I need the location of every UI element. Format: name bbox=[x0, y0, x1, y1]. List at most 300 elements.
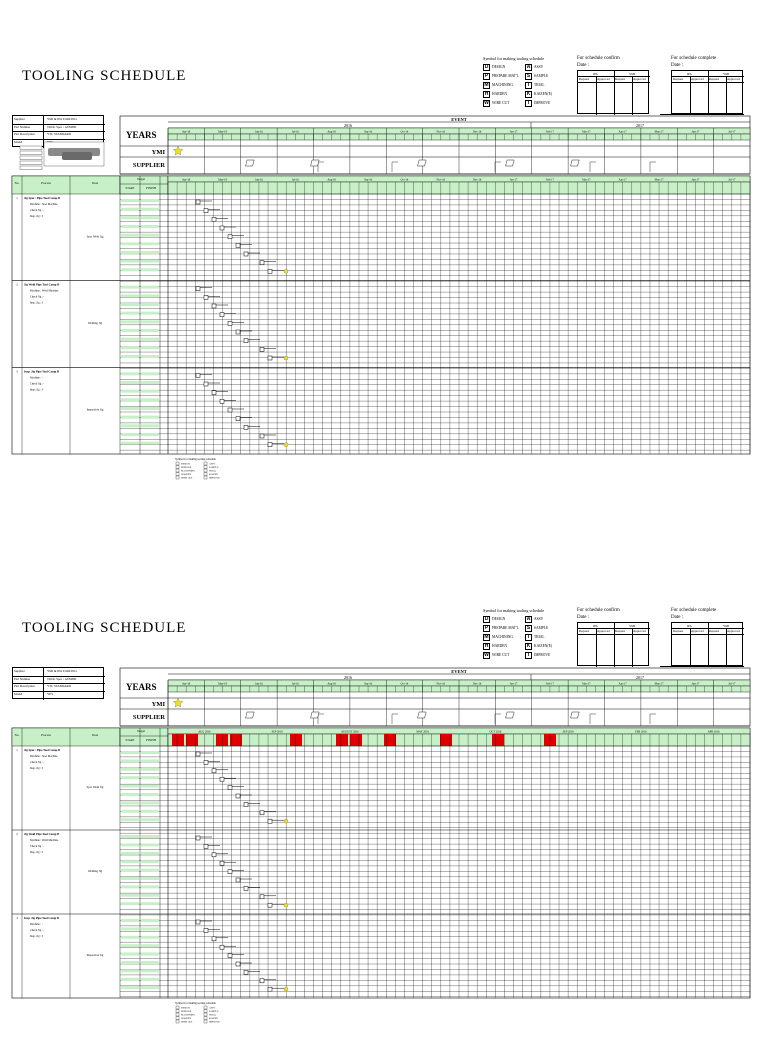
target-finish-cell bbox=[141, 312, 159, 315]
legend-label: SAMPLE bbox=[534, 74, 549, 78]
target-finish-cell bbox=[141, 433, 159, 436]
task-start-marker bbox=[236, 962, 240, 966]
month-label: Oct-16 bbox=[400, 682, 409, 686]
target-finish-cell bbox=[141, 894, 159, 897]
task-start-marker bbox=[260, 261, 264, 265]
group-sub: Machine : Weld Machine bbox=[30, 839, 59, 842]
target-start-cell bbox=[121, 320, 139, 323]
table-header-bg bbox=[12, 728, 120, 746]
group-sub: Insp. Jig : 3 bbox=[30, 767, 44, 770]
milestone-flag-icon bbox=[311, 160, 320, 166]
group-sub: Check Jig : - bbox=[30, 382, 45, 386]
table-header-bg bbox=[12, 176, 120, 194]
target-start-cell bbox=[121, 286, 139, 289]
footer-legend-label: IMPROVE bbox=[209, 1020, 220, 1024]
group-no: 1 bbox=[16, 196, 18, 200]
task-start-marker bbox=[212, 217, 216, 221]
target-start-cell bbox=[121, 407, 139, 410]
legend-letter: H bbox=[484, 643, 489, 649]
group-no: 2 bbox=[16, 832, 18, 836]
target-start-cell bbox=[121, 944, 139, 947]
target-finish-cell bbox=[141, 936, 159, 939]
info-label: Part Number bbox=[14, 124, 31, 129]
page-title: TOOLING SCHEDULE bbox=[22, 620, 187, 636]
target-finish-cell bbox=[141, 390, 159, 393]
col-start-header: START bbox=[125, 186, 135, 190]
task-start-marker bbox=[244, 252, 248, 256]
task-start-marker bbox=[212, 769, 216, 773]
photo-label-box bbox=[20, 166, 42, 170]
task-start-marker bbox=[236, 417, 240, 421]
target-finish-cell bbox=[141, 953, 159, 956]
col-finish-header: FINISH bbox=[146, 186, 156, 190]
target-finish-cell bbox=[141, 372, 159, 375]
confirm-col-label: Approved bbox=[597, 629, 610, 633]
target-start-cell bbox=[121, 303, 139, 306]
table-month-label: May-16 bbox=[218, 178, 227, 182]
group-data: Inspection Jig bbox=[86, 407, 104, 412]
footer-legend-box bbox=[204, 1013, 207, 1016]
legend-letter: H bbox=[484, 91, 489, 97]
legend-letter: S bbox=[526, 625, 531, 631]
footer-legend-box bbox=[204, 1020, 207, 1023]
task-start-marker bbox=[268, 356, 272, 360]
target-start-cell bbox=[121, 852, 139, 855]
legend-letter: T bbox=[526, 634, 531, 640]
footer-legend-label: WIRE CUT bbox=[181, 476, 193, 480]
month-label: Jul-16 bbox=[291, 130, 299, 134]
legend-label: HARDEN bbox=[492, 644, 507, 648]
task-start-marker bbox=[196, 287, 200, 291]
complete-group: IPA bbox=[687, 624, 692, 628]
target-start-cell bbox=[121, 818, 139, 821]
footer-legend-box bbox=[176, 1013, 179, 1016]
task-start-marker bbox=[260, 347, 264, 351]
legend-letter: A bbox=[526, 64, 531, 70]
complete-title: For schedule complete bbox=[671, 56, 717, 61]
milestone-flag-icon bbox=[506, 160, 515, 166]
target-start-cell bbox=[121, 759, 139, 762]
group-sub: Check Jig : - bbox=[30, 761, 45, 764]
target-finish-cell bbox=[141, 751, 159, 754]
target-start-cell bbox=[121, 869, 139, 872]
target-start-cell bbox=[121, 810, 139, 813]
target-start-cell bbox=[121, 355, 139, 358]
task-start-marker bbox=[212, 853, 216, 857]
group-sub: Check Jig : - bbox=[30, 295, 45, 299]
footer-legend-box bbox=[204, 1017, 207, 1020]
target-finish-cell bbox=[141, 234, 159, 237]
target-finish-cell bbox=[141, 776, 159, 779]
month-label: Apr-17 bbox=[618, 130, 627, 134]
target-start-cell bbox=[121, 294, 139, 297]
table-month-label: Jun-16 bbox=[255, 178, 263, 182]
target-start-cell bbox=[121, 442, 139, 445]
month-label: Aug-16 bbox=[327, 682, 336, 686]
task-start-marker bbox=[268, 443, 272, 447]
month-label: Oct-16 bbox=[400, 130, 409, 134]
holiday-cell bbox=[290, 734, 302, 746]
group-sub: Check Jig : - bbox=[30, 929, 45, 932]
month-label: Apr-17 bbox=[618, 682, 627, 686]
complete-col-label: Request bbox=[709, 77, 720, 81]
footer-legend-label: KAIZEN bbox=[209, 473, 218, 477]
month-label: Mar-17 bbox=[582, 130, 591, 134]
table-month-label: APR 2016 bbox=[707, 730, 720, 734]
target-finish-cell bbox=[141, 346, 159, 349]
footer-legend-box bbox=[176, 1017, 179, 1020]
month-label: Sep-16 bbox=[364, 682, 373, 686]
confirm-group: IPA bbox=[593, 624, 598, 628]
target-finish-cell bbox=[141, 852, 159, 855]
table-month-label: MAY 2016 bbox=[416, 730, 429, 734]
year-2016: 2016 bbox=[344, 123, 352, 128]
photo-label-box bbox=[20, 146, 42, 150]
footer-legend-box bbox=[176, 469, 179, 472]
info-value: YMI & IPA TOOLING bbox=[47, 117, 77, 121]
target-finish-cell bbox=[141, 986, 159, 989]
col-no-header: No. bbox=[14, 733, 20, 737]
confirm-group: YMI bbox=[629, 72, 636, 76]
table-month-label: Aug-16 bbox=[327, 178, 336, 182]
table-month-label: Jul-16 bbox=[291, 178, 299, 182]
col-no-header: No. bbox=[14, 181, 20, 185]
legend-label: HARDEN bbox=[492, 92, 507, 96]
task-start-marker bbox=[268, 269, 272, 273]
task-start-marker bbox=[212, 304, 216, 308]
group-name: Jig Spot / Pipe Tool Comp B bbox=[24, 196, 61, 200]
footer-legend-box bbox=[204, 466, 207, 469]
confirm-col-label: Request bbox=[579, 77, 590, 81]
footer-legend-box bbox=[204, 473, 207, 476]
month-label: Jun-17 bbox=[691, 682, 700, 686]
target-finish-cell bbox=[141, 785, 159, 788]
target-start-cell bbox=[121, 843, 139, 846]
table-month-label: SEP 2016 bbox=[271, 730, 283, 734]
table-month-label: Apr-17 bbox=[618, 178, 627, 182]
target-finish-cell bbox=[141, 869, 159, 872]
table-month-label: Mar-17 bbox=[582, 178, 591, 182]
month-label: May-16 bbox=[218, 682, 227, 686]
target-finish-cell bbox=[141, 424, 159, 427]
target-finish-cell bbox=[141, 902, 159, 905]
target-finish-cell bbox=[141, 843, 159, 846]
confirm-col-label: Request bbox=[579, 629, 590, 633]
footer-legend-box bbox=[176, 1020, 179, 1023]
info-value: TOOL Spec / GEMINI bbox=[47, 124, 77, 129]
month-label: Apr-16 bbox=[182, 682, 191, 686]
target-start-cell bbox=[121, 751, 139, 754]
info-label: Model bbox=[14, 140, 23, 145]
schedule-sheet-1 bbox=[0, 0, 768, 512]
footer-legend-title: Symbol for making tooling schedule bbox=[175, 1002, 216, 1005]
target-finish-cell bbox=[141, 944, 159, 947]
schedule-grid bbox=[0, 0, 768, 512]
target-start-cell bbox=[121, 381, 139, 384]
month-label: Aug-16 bbox=[327, 130, 336, 134]
task-start-marker bbox=[228, 321, 232, 325]
group-sub: Machine : - bbox=[30, 923, 43, 926]
task-end-icon bbox=[284, 987, 288, 991]
holiday-cell bbox=[216, 734, 228, 746]
target-finish-cell bbox=[141, 338, 159, 341]
holiday-cell bbox=[492, 734, 504, 746]
target-finish-cell bbox=[141, 793, 159, 796]
target-finish-cell bbox=[141, 978, 159, 981]
milestone-flag-icon bbox=[418, 160, 427, 166]
target-finish-cell bbox=[141, 242, 159, 245]
years-label: YEARS bbox=[126, 682, 157, 692]
target-finish-cell bbox=[141, 818, 159, 821]
table-month-label: Sep-16 bbox=[364, 178, 373, 182]
legend-letter: A bbox=[526, 616, 531, 622]
task-start-marker bbox=[268, 819, 272, 823]
target-start-cell bbox=[121, 338, 139, 341]
task-start-marker bbox=[268, 987, 272, 991]
confirm-date: Date : bbox=[577, 63, 590, 68]
group-data: Inspection Jig bbox=[86, 953, 104, 957]
footer-legend-label: MACHINING bbox=[181, 1013, 195, 1017]
footer-legend-label: DESIGN bbox=[181, 462, 190, 466]
part-photo bbox=[62, 152, 92, 160]
legend-label: ASSY bbox=[534, 617, 544, 621]
photo-label-box bbox=[20, 151, 42, 155]
task-start-marker bbox=[236, 330, 240, 334]
target-start-cell bbox=[121, 969, 139, 972]
group-sub: Insp. Jig : 3 bbox=[30, 935, 44, 938]
target-start-cell bbox=[121, 234, 139, 237]
task-start-marker bbox=[260, 979, 264, 983]
month-label: Nov-16 bbox=[436, 130, 446, 134]
group-sub: Insp. Jig : 3 bbox=[30, 301, 44, 305]
milestone-flag-icon bbox=[506, 712, 515, 718]
group-name: Jig Weld Pipe Tool Comp B bbox=[24, 282, 60, 287]
task-start-marker bbox=[228, 786, 232, 790]
table-month-label: Nov-16 bbox=[436, 178, 446, 182]
complete-col-label: Request bbox=[673, 77, 684, 81]
footer-legend-label: PREPARE bbox=[181, 466, 192, 470]
legend-label: TRIAL bbox=[534, 83, 545, 87]
info-value: YTL STANDARD bbox=[47, 684, 71, 689]
confirm-title: For schedule confirm bbox=[577, 608, 620, 613]
target-start-cell bbox=[121, 961, 139, 964]
col-process-header: Process bbox=[41, 181, 51, 185]
target-start-cell bbox=[121, 877, 139, 880]
target-start-cell bbox=[121, 372, 139, 375]
legend-label: WIRE CUT bbox=[492, 101, 510, 105]
holiday-cell bbox=[186, 734, 198, 746]
task-start-marker bbox=[204, 295, 208, 299]
target-start-cell bbox=[121, 398, 139, 401]
group-name: Insp. Jig Pipe Tool Comp B bbox=[24, 916, 60, 920]
footer-legend-box bbox=[204, 476, 207, 479]
task-start-marker bbox=[228, 235, 232, 239]
footer-legend-box bbox=[176, 1010, 179, 1013]
target-finish-cell bbox=[141, 216, 159, 219]
footer-legend-label: SAMPLE bbox=[209, 466, 219, 470]
task-start-marker bbox=[220, 226, 224, 230]
task-start-marker bbox=[196, 752, 200, 756]
task-start-marker bbox=[260, 434, 264, 438]
footer-legend-box bbox=[176, 473, 179, 476]
legend-label: DESIGN bbox=[492, 65, 506, 69]
legend-letter: P bbox=[484, 625, 489, 631]
target-finish-cell bbox=[141, 260, 159, 263]
info-value: YES bbox=[47, 692, 54, 697]
target-finish-cell bbox=[141, 329, 159, 332]
task-start-marker bbox=[244, 425, 248, 429]
month-label: May-16 bbox=[218, 130, 227, 134]
target-start-cell bbox=[121, 216, 139, 219]
table-month-label: Jan-17 bbox=[509, 178, 518, 182]
legend-label: KAIZEN(E) bbox=[534, 92, 552, 96]
target-start-cell bbox=[121, 793, 139, 796]
month-label: Jul-17 bbox=[728, 682, 736, 686]
task-start-marker bbox=[260, 895, 264, 899]
group-name: Insp. Jig Pipe Tool Comp B bbox=[24, 369, 60, 374]
month-label: Jul-17 bbox=[728, 130, 736, 134]
task-start-marker bbox=[220, 945, 224, 949]
footer-legend-box bbox=[204, 462, 207, 465]
info-value: YMI & IPA TOOLING bbox=[47, 669, 77, 673]
table-month-label: FEB 2016 bbox=[635, 730, 647, 734]
legend-title: Symbol for making tooling schedule bbox=[483, 608, 545, 613]
target-finish-cell bbox=[141, 294, 159, 297]
complete-col-label: Approved bbox=[691, 77, 704, 81]
target-start-cell bbox=[121, 785, 139, 788]
footer-legend-label: HARDEN bbox=[181, 473, 191, 477]
footer-legend-label: TRIAL bbox=[209, 469, 217, 473]
footer-legend-box bbox=[176, 462, 179, 465]
target-finish-cell bbox=[141, 407, 159, 410]
target-start-cell bbox=[121, 199, 139, 202]
task-start-marker bbox=[220, 861, 224, 865]
target-start-cell bbox=[121, 801, 139, 804]
group-sub: Insp. Jig : 3 bbox=[30, 388, 44, 392]
info-value: YTL STANDARD bbox=[47, 132, 71, 137]
month-label: Jan-17 bbox=[509, 130, 518, 134]
task-start-marker bbox=[204, 209, 208, 213]
confirm-col-label: Approved bbox=[633, 629, 646, 633]
target-finish-cell bbox=[141, 860, 159, 863]
table-month-label: Apr-16 bbox=[182, 178, 191, 182]
milestone-flag-icon bbox=[571, 160, 580, 166]
holiday-cell bbox=[172, 734, 184, 746]
month-label: May-17 bbox=[654, 130, 664, 134]
confirm-date: Date : bbox=[577, 615, 590, 620]
target-start-cell bbox=[121, 260, 139, 263]
legend-letter: I bbox=[525, 100, 532, 107]
group-data: Welding Jig bbox=[87, 321, 103, 325]
target-start-cell bbox=[121, 860, 139, 863]
target-finish-cell bbox=[141, 919, 159, 922]
legend-letter: M bbox=[484, 634, 489, 640]
legend-label: SAMPLE bbox=[534, 626, 549, 630]
target-start-cell bbox=[121, 768, 139, 771]
event-label: EVENT bbox=[451, 117, 467, 122]
complete-col-label: Request bbox=[709, 629, 720, 633]
month-label: Jun-16 bbox=[255, 682, 263, 686]
target-finish-cell bbox=[141, 355, 159, 358]
supplier-label: SUPPLIER bbox=[132, 162, 165, 169]
legend-label: PREPARE MAT'L bbox=[492, 74, 519, 78]
supplier-label: SUPPLIER bbox=[132, 714, 165, 721]
footer-legend-label: KAIZEN bbox=[209, 1017, 218, 1021]
legend-label: DESIGN bbox=[492, 617, 506, 621]
target-finish-cell bbox=[141, 268, 159, 271]
legend-letter: K bbox=[526, 91, 531, 97]
schedule-sheet-2 bbox=[0, 552, 768, 1064]
holiday-cell bbox=[440, 734, 452, 746]
info-label: Part Number bbox=[14, 676, 31, 681]
milestone-flag-icon bbox=[571, 712, 580, 718]
confirm-title: For schedule confirm bbox=[577, 56, 620, 61]
target-start-cell bbox=[121, 346, 139, 349]
month-label: Jan-17 bbox=[509, 682, 518, 686]
complete-col-label: Approved bbox=[727, 77, 740, 81]
col-target-header: Target bbox=[136, 177, 146, 181]
target-start-cell bbox=[121, 251, 139, 254]
target-finish-cell bbox=[141, 759, 159, 762]
task-start-marker bbox=[220, 777, 224, 781]
target-start-cell bbox=[121, 986, 139, 989]
month-label: Nov-16 bbox=[436, 682, 446, 686]
task-end-icon bbox=[284, 269, 288, 273]
complete-title: For schedule complete bbox=[671, 608, 717, 613]
month-label: Dec-16 bbox=[473, 682, 482, 686]
task-end-icon bbox=[284, 443, 288, 447]
table-month-label: SEP 2016 bbox=[562, 730, 574, 734]
target-start-cell bbox=[121, 919, 139, 922]
target-start-cell bbox=[121, 416, 139, 419]
task-start-marker bbox=[204, 844, 208, 848]
confirm-col-label: Approved bbox=[633, 77, 646, 81]
schedule-grid bbox=[0, 552, 768, 1064]
group-sub: Insp. Jig : 3 bbox=[30, 215, 44, 218]
table-month-label: AUGUST 2016 bbox=[341, 730, 359, 734]
footer-legend-box bbox=[204, 469, 207, 472]
target-finish-cell bbox=[141, 768, 159, 771]
milestone-flag-icon bbox=[246, 712, 255, 718]
target-start-cell bbox=[121, 835, 139, 838]
legend-label: IMPROVE bbox=[534, 101, 551, 105]
task-start-marker bbox=[212, 391, 216, 395]
month-label: Dec-16 bbox=[473, 130, 482, 134]
month-label: Jul-16 bbox=[291, 682, 299, 686]
footer-legend-label: MACHINING bbox=[181, 469, 195, 473]
task-start-marker bbox=[212, 937, 216, 941]
years-label: YEARS bbox=[126, 130, 157, 140]
task-start-marker bbox=[204, 382, 208, 386]
group-sub: Check Jig : - bbox=[30, 845, 45, 848]
footer-legend-box bbox=[176, 466, 179, 469]
col-data-header: Data bbox=[91, 733, 99, 737]
target-finish-cell bbox=[141, 877, 159, 880]
legend-letter: P bbox=[484, 73, 489, 79]
milestone-flag-icon bbox=[246, 160, 255, 166]
target-start-cell bbox=[121, 978, 139, 981]
month-label: Feb-17 bbox=[545, 682, 554, 686]
target-start-cell bbox=[121, 433, 139, 436]
col-process-header: Process bbox=[41, 733, 51, 737]
group-sub: Machine : Spot Machine bbox=[30, 203, 58, 206]
month-label: Sep-16 bbox=[364, 130, 373, 134]
col-finish-header: FINISH bbox=[146, 738, 156, 742]
task-start-marker bbox=[204, 760, 208, 764]
task-start-marker bbox=[196, 920, 200, 924]
group-data: Spot Weld Jig bbox=[86, 785, 104, 789]
year-2017: 2017 bbox=[636, 675, 644, 680]
